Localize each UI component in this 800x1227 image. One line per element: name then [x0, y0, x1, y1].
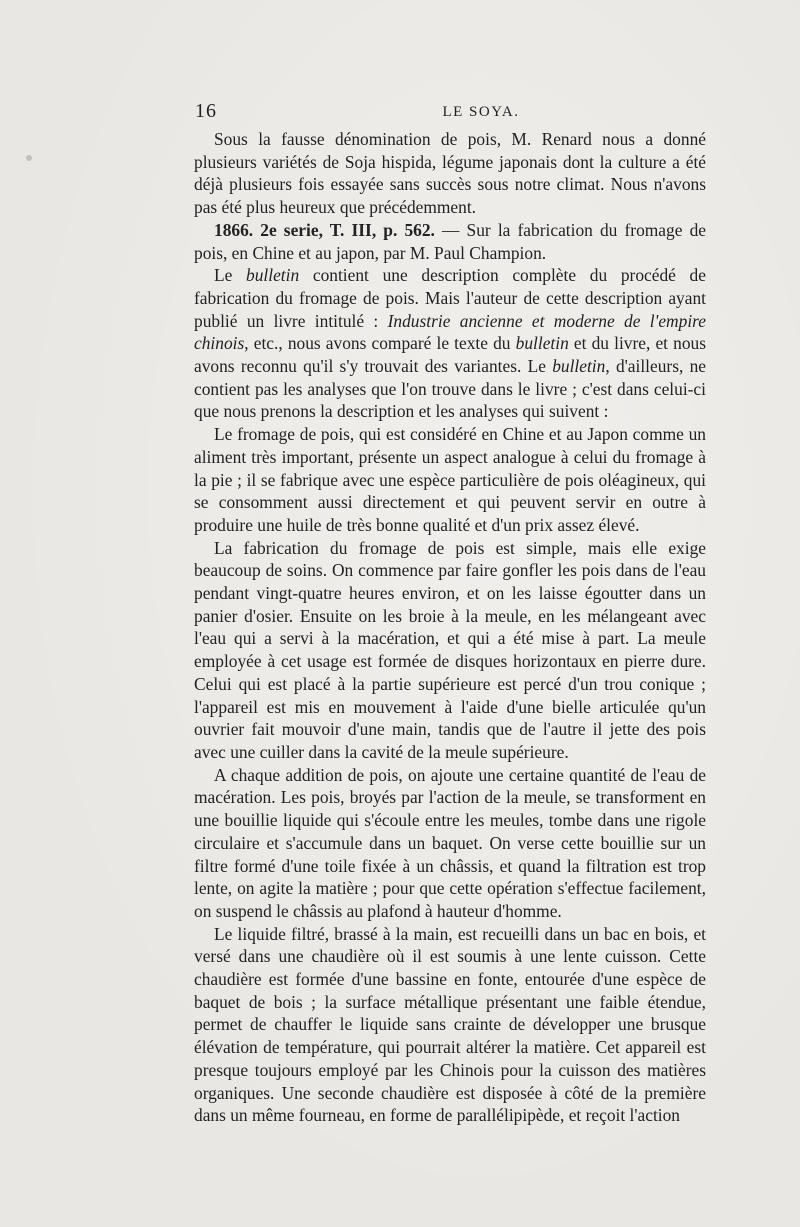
page-number: 16: [195, 100, 217, 122]
paragraph-1: Sous la fausse dénomination de pois, M. Renard nous a donné plusieurs variétés de Soja hispida, légume japonais dont la culture a été déjà plusieurs fois essayée sans succès sous notre climat. Nous n'avons pas été plus heureux que précédemment.: [194, 129, 706, 218]
paragraph-2: [194, 219, 706, 264]
text-run: Le: [214, 265, 247, 286]
italic-bulletin: bulletin: [246, 265, 300, 286]
text-run: , d'ailleurs, ne contient pas les analyses que l'on trouve dans le livre ; c'est dans celui-ci que nous prenons la description et les analyses qui suivent :: [194, 356, 706, 422]
book-title: Industrie ancienne et moderne de l'empire chinois: [194, 310, 706, 354]
page-header: [195, 100, 707, 126]
paragraph-4: Le fromage de pois, qui est considéré en Chine et au Japon comme un aliment très important, présente un aspect analogue à celui du fromage à la pie ; il se fabrique avec une espèce particulière de pois oléagineux, qui se consomment aussi directement et qui peuvent servir en outre à produire une huile de très bonne qualité et d'un prix assez élevé.: [194, 424, 706, 535]
running-title: LE SOYA.: [442, 104, 520, 120]
paragraph-6: A chaque addition de pois, on ajoute une certaine quantité de l'eau de macération. Les pois, broyés par l'action de la meule, se transforment en une bouillie liquide qui s'écoule entre les meules, tombe dans une rigole circulaire et s'accumule dans un baquet. On verse cette bouillie sur un filtre formé d'une toile fixée à un châssis, et quand la filtration est trop lente, on agite la matière ; pour que cette opération s'effectue facilement, on suspend le châssis au plafond à hauteur d'homme.: [194, 764, 706, 921]
page-body: [194, 128, 706, 1127]
text-run: contient une description complète du procédé de fabrication du fromage de pois. Mais l'auteur de cette description ayant publié un livre intitulé :: [194, 265, 706, 331]
paper-blemish: [26, 155, 32, 161]
bulletin-reference: 1866. 2e serie, T. III, p. 562.: [214, 219, 435, 240]
paragraph-7: Le liquide filtré, brassé à la main, est recueilli dans un bac en bois, et versé dans une chaudière où il est soumis à une lente cuisson. Cette chaudière est formée d'une bassine en fonte, entourée d'une espèce de baquet de bois ; la surface métallique présentant une faible étendue, permet de chauffer le liquide sans crainte de développer une brusque élévation de température, qui pourrait altérer la matière. Cet appareil est presque toujours employé par les Chinois pour la cuisson des matières organiques. Une seconde chaudière est disposée à côté de la première dans un même fourneau, en forme de parallélipipède, et reçoit l'action: [194, 923, 706, 1126]
reference-text: — Sur la fabrication du fromage de pois, en Chine et au japon, par M. Paul Champion.: [194, 219, 706, 263]
text-run: et du livre, et nous avons reconnu qu'il s'y trouvait des variantes. Le: [194, 333, 706, 377]
paragraph-5: La fabrication du fromage de pois est simple, mais elle exige beaucoup de soins. On commence par faire gonfler les pois dans de l'eau pendant vingt-quatre heures environ, et on les laisse égoutter dans un panier d'osier. Ensuite on les broie à la meule, en les mélangeant avec l'eau qui a servi à la macération, et qui a été mise à part. La meule employée à cet usage est formée de disques horizontaux en pierre dure. Celui qui est placé à la partie supérieure est percé d'un trou conique ; l'appareil est mis en mouvement à l'aide d'une bielle articulée qu'un ouvrier fait mouvoir d'une main, tandis que de l'autre il jette des pois avec une cuiller dans la cavité de la meule supérieure.: [194, 537, 706, 762]
italic-bulletin: bulletin: [515, 333, 569, 354]
italic-bulletin: bulletin: [552, 356, 606, 377]
text-run: , etc., nous avons comparé le texte du: [244, 333, 516, 354]
paragraph-3: [194, 264, 706, 423]
